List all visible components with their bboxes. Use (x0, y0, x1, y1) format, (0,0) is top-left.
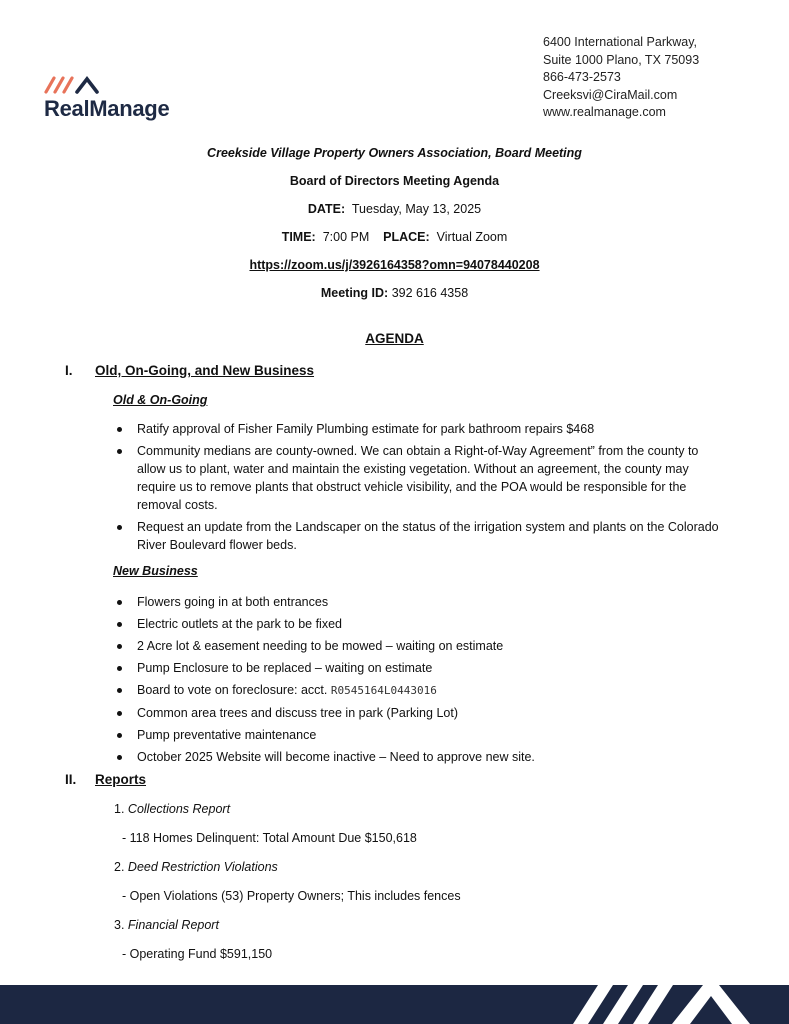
address-line-2: Suite 1000 Plano, TX 75093 (543, 52, 700, 67)
time-label: TIME: (281, 230, 316, 244)
agenda-heading: AGENDA (365, 331, 424, 346)
organization-title: Creekside Village Property Owners Association, Board Meeting (207, 146, 582, 160)
agenda-heading-row (0, 331, 789, 346)
list-item: Request an update from the Landscaper on the status of the irrigation system and plants on the Colorado River Boulevard flower beds. (113, 518, 723, 554)
list-item: Ratify approval of Fisher Family Plumbing estimate for park bathroom repairs $468 (113, 420, 723, 438)
meeting-id-label: Meeting ID: (320, 286, 389, 300)
foreclosure-account: R0545164L0443016 (330, 684, 437, 697)
report-deed-violations-detail: - Open Violations (53) Property Owners; This includes fences (122, 889, 461, 903)
section-1-number: I. (65, 363, 73, 378)
list-item: Community medians are county-owned. We can obtain a Right-of-Way Agreement” from the county to allow us to plant, water and maintain the existing vegetation. Without an agreement, the county may require us to remove plants that obstruct vehicle visibility, and the POA would be responsible for the removal costs. (113, 442, 723, 514)
report-index: 3. (114, 918, 125, 932)
list-item: Pump Enclosure to be replaced – waiting on estimate (113, 659, 723, 677)
list-item: Flowers going in at both entrances (113, 593, 723, 611)
footer-bar (0, 985, 789, 1024)
report-deed-violations (114, 860, 278, 874)
old-ongoing-heading: Old & On-Going (113, 393, 208, 407)
section-1-heading (65, 363, 314, 378)
meeting-id-value: 392 616 4358 (391, 286, 469, 300)
brand-name: RealManage (44, 96, 170, 121)
zoom-link-row (0, 258, 789, 272)
new-business-list (113, 593, 723, 766)
list-item-foreclosure (113, 681, 723, 700)
zoom-link[interactable]: https://zoom.us/j/3926164358?omn=94078440208 (249, 258, 540, 272)
section-1-title: Old, On-Going, and New Business (95, 363, 315, 378)
report-name: Deed Restriction Violations (127, 860, 278, 874)
report-financial-detail: - Operating Fund $591,150 (122, 947, 273, 961)
agenda-subtitle: Board of Directors Meeting Agenda (289, 174, 500, 188)
report-collections (114, 802, 230, 816)
date-label: DATE: (307, 202, 346, 216)
section-2-title: Reports (95, 772, 147, 787)
meeting-date (0, 202, 789, 216)
report-name: Collections Report (127, 802, 231, 816)
date-value: Tuesday, May 13, 2025 (351, 202, 482, 216)
section-2-number: II. (65, 772, 77, 787)
report-financial (114, 918, 219, 932)
place-label: PLACE: (383, 230, 430, 244)
list-item: Pump preventative maintenance (113, 726, 723, 744)
meeting-id (0, 286, 789, 300)
section-2-heading (65, 772, 146, 787)
list-item: Common area trees and discuss tree in park (Parking Lot) (113, 704, 723, 722)
list-item: 2 Acre lot & easement needing to be mowed – waiting on estimate (113, 637, 723, 655)
phone-number: 866-473-2573 (543, 70, 621, 84)
place-value: Virtual Zoom (436, 230, 508, 244)
footer-chevron-decoration-icon (0, 985, 789, 1024)
report-name: Financial Report (127, 918, 219, 932)
realmanage-logo-mark-icon (44, 74, 104, 96)
list-item: Electric outlets at the park to be fixed (113, 615, 723, 633)
old-ongoing-list (113, 420, 723, 554)
website: www.realmanage.com (543, 105, 666, 119)
report-index: 1. (114, 802, 125, 816)
company-address (543, 34, 699, 122)
brand-logo (44, 74, 170, 121)
report-index: 2. (114, 860, 125, 874)
address-line-1: 6400 International Parkway, (543, 35, 698, 49)
foreclosure-text: Board to vote on foreclosure: acct. (137, 683, 328, 697)
time-value: 7:00 PM (322, 230, 370, 244)
meeting-time-place (0, 230, 789, 244)
report-collections-detail: - 118 Homes Delinquent: Total Amount Due $150,618 (122, 831, 417, 845)
email-address: Creeksvi@CiraMail.com (543, 87, 678, 102)
list-item: October 2025 Website will become inactive – Need to approve new site. (113, 748, 723, 766)
new-business-heading: New Business (113, 564, 198, 578)
